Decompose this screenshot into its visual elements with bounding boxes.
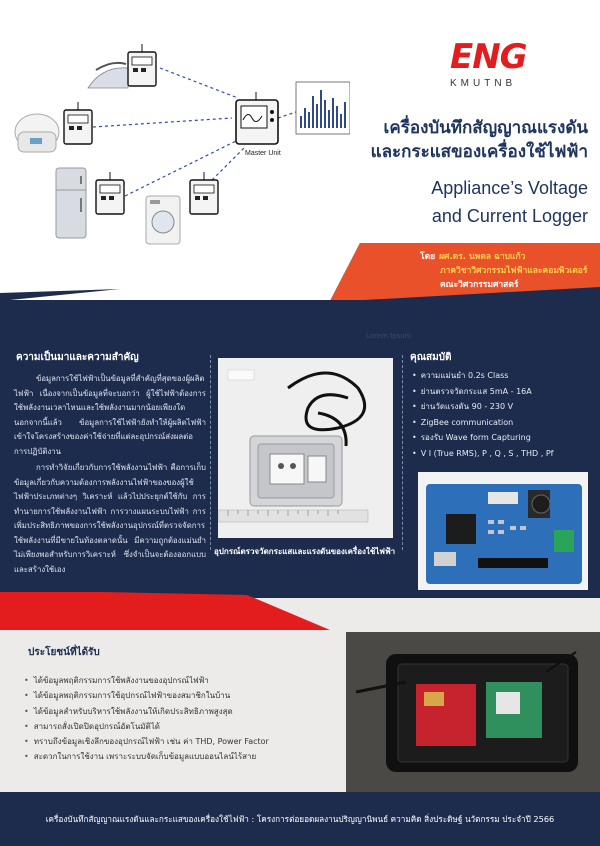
features-list (412, 368, 553, 461)
enclosure-photo (346, 632, 600, 792)
features-heading: คุณสมบัติ (410, 352, 452, 363)
red-diagonal-band (0, 590, 600, 630)
title-thai-line1: เครื่องบันทึกสัญญาณแรงดัน (383, 118, 588, 138)
iron-icon (88, 63, 128, 88)
intro-text (14, 372, 206, 579)
master-unit-icon (236, 92, 278, 144)
eng-kmutnb-logo (450, 37, 550, 102)
author-name: ผศ.ดร. นพดล ฉาบแก้ว (439, 252, 526, 262)
logger-device-icon (64, 102, 92, 144)
benefit-item: • ได้ข้อมูลสำหรับบริหารใช้พลังงานให้เกิดประสิทธิภาพสูงสุด (24, 704, 269, 719)
intro-paragraph-1: ข้อมูลการใช้ไฟฟ้าเป็นข้อมูลที่สำคัญที่สุดของผู้ผลิตไฟฟ้า เนื่องจากเป็นข้อมูลที่จะบอกว่า ผู้ใช้ไฟฟ้าต้องการใช้พลังงานเวลาไหนและใช้พลังงานมากน้อยเพียงใด นอกจากนี้แล้ว ข้อมูลการใช้ไฟฟ้ายังทำให้ผู้ผลิตไฟฟ้าเข้าใจโครงสร้างของค่าใช้จ่ายที่แต่ละอุปกรณ์ส่งผลต่อการปฏิบัติงาน (14, 374, 206, 456)
device-photo-caption: อุปกรณ์ตรวจวัดกระแสและแรงดันของเครื่องใช้ไฟฟ้า (214, 547, 396, 556)
author-faculty: คณะวิศวกรรมศาสตร์ (440, 280, 519, 290)
rice-cooker-icon (15, 114, 59, 152)
intro-heading: ความเป็นมาและความสำคัญ (16, 352, 139, 363)
washing-machine-icon (146, 196, 180, 244)
benefit-item: • สามารถสั่งเปิดปิดอุปกรณ์อัตโนมัติได้ (24, 719, 269, 734)
benefit-item: • ทราบถึงข้อมูลเชิงลึกของอุปกรณ์ไฟฟ้า เช่น ค่า THD, Power Factor (24, 734, 269, 749)
intro-paragraph-2: การทำวิจัยเกี่ยวกับการใช้พลังงานไฟฟ้า คือการเก็บข้อมูลเกี่ยวกับความต้องการพลังงานไฟฟ้าของของผู้ใช้ไฟฟ้าประเภทต่างๆ วิเคราะห์ แล้วไปประยุกต์ใช้กับ การทำนายการใช้พลังงานไฟฟ้า การวางแผนระบบไฟฟ้า การเพิ่มประสิทธิภาพของการใช้พลังงานอุปกรณ์ที่ตรวจจัดการใช้พลังงานที่มีขายในท้องตลาดนั้น มีความถูกต้องแม่นยำไม่เพียงพอสำหรับการวิเคราะห์ ซึ่งจำเป็นจะต้องออกแบบและสร้างใช้เอง (14, 463, 206, 574)
author-prefix: โดย (420, 252, 436, 262)
master-unit-label: Master Unit (245, 150, 281, 157)
watermark-text: Lorem Ipsum (366, 332, 412, 340)
chart-thumbnail-icon (296, 82, 350, 134)
author-info (420, 250, 587, 292)
logo-sub: KMUTNB (450, 78, 517, 89)
feature-item: • ความแม่นยำ 0.2s Class (412, 368, 553, 384)
benefit-item: • ได้ข้อมูลพฤติกรรมการใช้พลังงานของอุปกรณ์ไฟฟ้า (24, 673, 269, 688)
title-english (431, 174, 588, 230)
benefit-item: • ได้ข้อมูลพฤติกรรมการใช้อุปกรณ์ไฟฟ้าของสมาชิกในบ้าน (24, 688, 269, 703)
logger-device-icon (128, 44, 156, 86)
footer-text: เครื่องบันทึกสัญญาณแรงดันและกระแสของเครื่องใช้ไฟฟ้า : โครงการต่อยอดผลงานปริญญานิพนธ์ ความคิด สิ่งประดิษฐ์ นวัตกรรม ประจำปี 2566 (45, 813, 555, 824)
title-english-line2: and Current Logger (431, 206, 588, 226)
feature-item: • รองรับ Wave form Capturing (412, 430, 553, 446)
logger-device-icon (96, 172, 124, 214)
feature-item: • ย่านวัดแรงดัน 90 - 230 V (412, 399, 553, 415)
title-thai (371, 116, 588, 164)
pcb-photo (418, 472, 588, 590)
column-divider (402, 355, 403, 550)
title-english-line1: Appliance’s Voltage (431, 178, 588, 198)
author-department: ภาควิชาวิศวกรรมไฟฟ้าและคอมพิวเตอร์ (440, 266, 588, 276)
logo-main: ENG (450, 37, 527, 77)
benefits-list (24, 673, 269, 765)
device-photo (218, 358, 393, 538)
column-divider (210, 355, 211, 550)
feature-item: • ZigBee communication (412, 415, 553, 431)
benefit-item: • สะดวกในการใช้งาน เพราะระบบจัดเก็บข้อมูลแบบออนไลน์ไร้สาย (24, 749, 269, 764)
refrigerator-icon (56, 168, 86, 238)
footer-bar (0, 792, 600, 846)
benefits-heading: ประโยชน์ที่ได้รับ (28, 647, 100, 658)
title-thai-line2: และกระแสของเครื่องใช้ไฟฟ้า (370, 142, 588, 162)
feature-item: • ย่านตรวจวัดกระแส 5mA - 16A (412, 384, 553, 400)
feature-item: • V I (True RMS), P , Q , S , THD , Pf (412, 446, 553, 462)
